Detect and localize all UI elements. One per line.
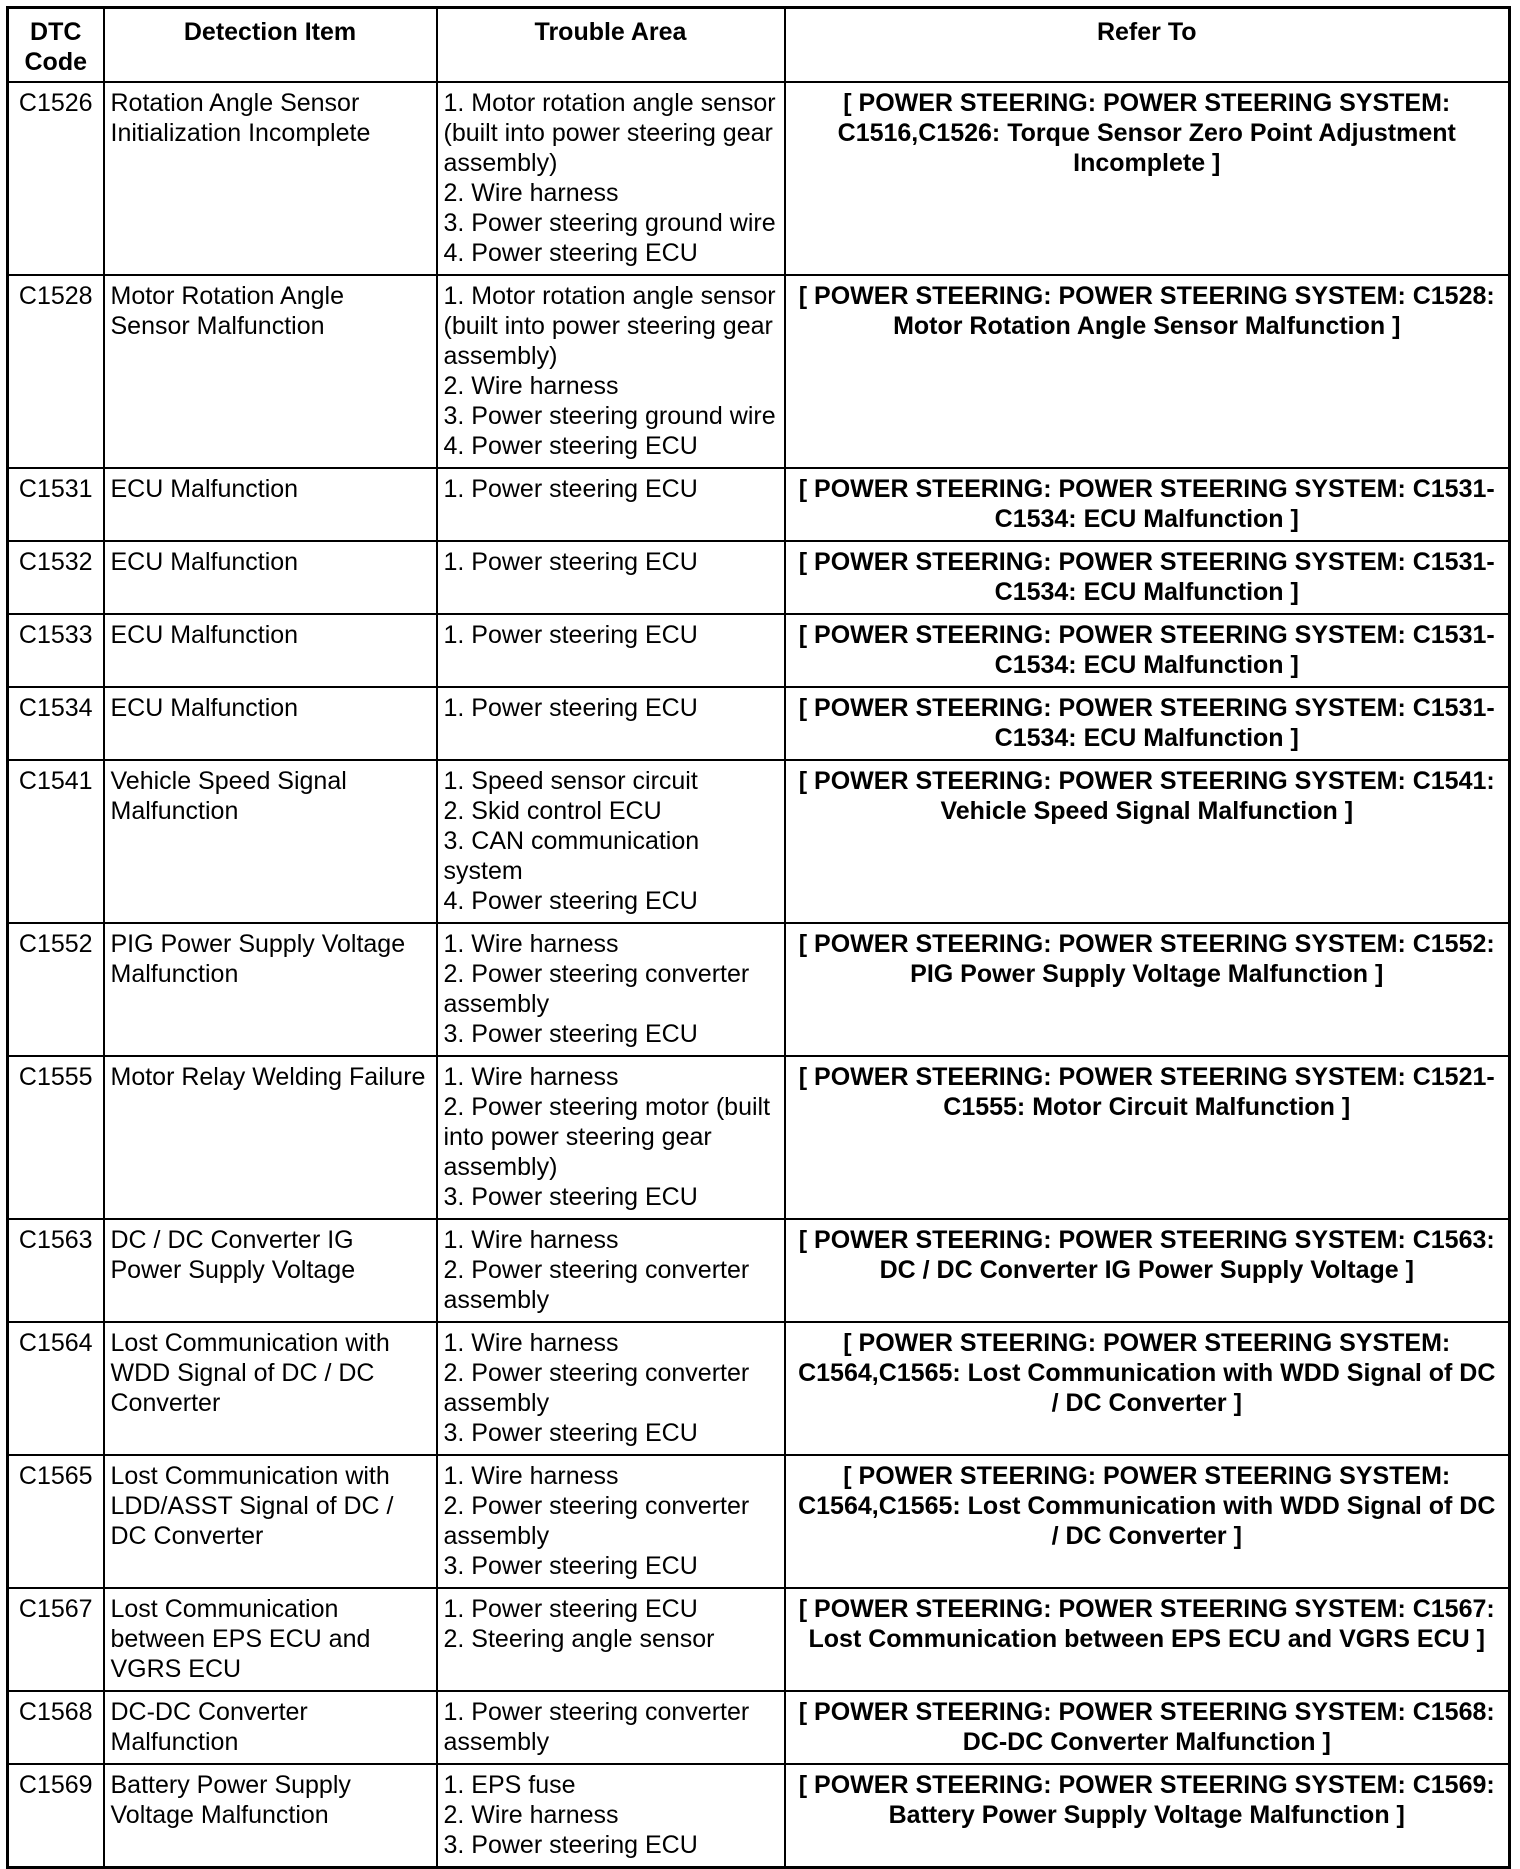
refer-to-link[interactable]: [ POWER STEERING: POWER STEERING SYSTEM: C1531-C1534: ECU Malfunction ] (785, 687, 1510, 760)
detection-item-cell: DC-DC Converter Malfunction (104, 1691, 437, 1764)
refer-to-link[interactable]: [ POWER STEERING: POWER STEERING SYSTEM: C1516,C1526: Torque Sensor Zero Point Adjustment Incomplete ] (785, 82, 1510, 275)
trouble-area-line: 4. Power steering ECU (443, 887, 698, 915)
trouble-area-line: 3. CAN communication system (443, 827, 700, 885)
detection-item-cell: ECU Malfunction (104, 614, 437, 687)
trouble-area-line: 2. Power steering converter assembly (443, 1359, 750, 1417)
trouble-area-line: 2. Power steering motor (built into power steering gear assembly) (443, 1093, 771, 1181)
trouble-area-cell (437, 468, 785, 541)
dtc-code-cell: C1569 (8, 1764, 104, 1867)
dtc-code-cell: C1541 (8, 760, 104, 923)
header-trouble-area: Trouble Area (437, 8, 785, 83)
trouble-area-line: 4. Power steering ECU (443, 239, 698, 267)
trouble-area-line: 1. Wire harness (443, 930, 619, 958)
trouble-area-line: 2. Power steering converter assembly (443, 960, 750, 1018)
trouble-area-line: 1. Power steering ECU (443, 1595, 698, 1623)
trouble-area-line: 3. Power steering ground wire (443, 209, 776, 237)
table-row (8, 1691, 1510, 1764)
trouble-area-cell (437, 760, 785, 923)
table-row (8, 923, 1510, 1056)
dtc-code-cell: C1552 (8, 923, 104, 1056)
trouble-area-line: 4. Power steering ECU (443, 432, 698, 460)
dtc-code-cell: C1564 (8, 1322, 104, 1455)
refer-to-link[interactable]: [ POWER STEERING: POWER STEERING SYSTEM: C1531-C1534: ECU Malfunction ] (785, 614, 1510, 687)
trouble-area-line: 2. Wire harness (443, 179, 619, 207)
trouble-area-line: 2. Wire harness (443, 372, 619, 400)
trouble-area-line: 1. Wire harness (443, 1329, 619, 1357)
trouble-area-line: 3. Power steering ECU (443, 1183, 698, 1211)
trouble-area-line: 3. Power steering ground wire (443, 402, 776, 430)
trouble-area-line: 1. Wire harness (443, 1226, 619, 1254)
trouble-area-line: 3. Power steering ECU (443, 1419, 698, 1447)
detection-item-cell: Battery Power Supply Voltage Malfunction (104, 1764, 437, 1867)
detection-item-cell: Vehicle Speed Signal Malfunction (104, 760, 437, 923)
trouble-area-line: 2. Steering angle sensor (443, 1625, 715, 1653)
refer-to-link[interactable]: [ POWER STEERING: POWER STEERING SYSTEM: C1564,C1565: Lost Communication with WDD Signal of DC / DC Converter ] (785, 1322, 1510, 1455)
detection-item-cell: Motor Rotation Angle Sensor Malfunction (104, 275, 437, 468)
detection-item-cell: Rotation Angle Sensor Initialization Incomplete (104, 82, 437, 275)
table-row (8, 1455, 1510, 1588)
refer-to-link[interactable]: [ POWER STEERING: POWER STEERING SYSTEM: C1567: Lost Communication between EPS ECU and VGRS ECU ] (785, 1588, 1510, 1691)
dtc-code-cell: C1567 (8, 1588, 104, 1691)
trouble-area-line: 2. Skid control ECU (443, 797, 662, 825)
refer-to-link[interactable]: [ POWER STEERING: POWER STEERING SYSTEM: C1569: Battery Power Supply Voltage Malfunction ] (785, 1764, 1510, 1867)
trouble-area-line: 2. Wire harness (443, 1801, 619, 1829)
detection-item-cell: Lost Communication with LDD/ASST Signal of DC / DC Converter (104, 1455, 437, 1588)
table-row (8, 1322, 1510, 1455)
detection-item-cell: Motor Relay Welding Failure (104, 1056, 437, 1219)
trouble-area-cell (437, 1764, 785, 1867)
detection-item-cell: PIG Power Supply Voltage Malfunction (104, 923, 437, 1056)
table-row (8, 1764, 1510, 1867)
trouble-area-cell (437, 275, 785, 468)
dtc-table (6, 6, 1511, 1869)
refer-to-link[interactable]: [ POWER STEERING: POWER STEERING SYSTEM: C1564,C1565: Lost Communication with WDD Signal of DC / DC Converter ] (785, 1455, 1510, 1588)
trouble-area-line: 1. Power steering converter assembly (443, 1698, 750, 1756)
trouble-area-line: 1. Motor rotation angle sensor (built into power steering gear assembly) (443, 89, 776, 177)
table-body (8, 82, 1510, 1867)
trouble-area-cell (437, 82, 785, 275)
dtc-code-cell: C1533 (8, 614, 104, 687)
dtc-code-cell: C1531 (8, 468, 104, 541)
trouble-area-cell (437, 1588, 785, 1691)
dtc-code-cell: C1555 (8, 1056, 104, 1219)
detection-item-cell: DC / DC Converter IG Power Supply Voltage (104, 1219, 437, 1322)
dtc-code-cell: C1534 (8, 687, 104, 760)
table-row (8, 275, 1510, 468)
detection-item-cell: Lost Communication with WDD Signal of DC / DC Converter (104, 1322, 437, 1455)
trouble-area-cell (437, 1219, 785, 1322)
header-dtc-code: DTC Code (8, 8, 104, 83)
table-row (8, 468, 1510, 541)
trouble-area-cell (437, 687, 785, 760)
table-row (8, 760, 1510, 923)
trouble-area-line: 1. Wire harness (443, 1063, 619, 1091)
refer-to-link[interactable]: [ POWER STEERING: POWER STEERING SYSTEM: C1563: DC / DC Converter IG Power Supply Voltage ] (785, 1219, 1510, 1322)
trouble-area-line: 2. Power steering converter assembly (443, 1492, 750, 1550)
refer-to-link[interactable]: [ POWER STEERING: POWER STEERING SYSTEM: C1528: Motor Rotation Angle Sensor Malfunction ] (785, 275, 1510, 468)
detection-item-cell: ECU Malfunction (104, 468, 437, 541)
dtc-code-cell: C1568 (8, 1691, 104, 1764)
trouble-area-line: 3. Power steering ECU (443, 1020, 698, 1048)
refer-to-link[interactable]: [ POWER STEERING: POWER STEERING SYSTEM: C1531-C1534: ECU Malfunction ] (785, 541, 1510, 614)
trouble-area-line: 3. Power steering ECU (443, 1831, 698, 1859)
table-row (8, 1056, 1510, 1219)
dtc-code-cell: C1528 (8, 275, 104, 468)
table-row (8, 687, 1510, 760)
dtc-code-cell: C1526 (8, 82, 104, 275)
detection-item-cell: ECU Malfunction (104, 541, 437, 614)
detection-item-cell: Lost Communication between EPS ECU and VGRS ECU (104, 1588, 437, 1691)
trouble-area-cell (437, 1455, 785, 1588)
dtc-code-cell: C1565 (8, 1455, 104, 1588)
refer-to-link[interactable]: [ POWER STEERING: POWER STEERING SYSTEM: C1531-C1534: ECU Malfunction ] (785, 468, 1510, 541)
header-row (8, 8, 1510, 83)
refer-to-link[interactable]: [ POWER STEERING: POWER STEERING SYSTEM: C1568: DC-DC Converter Malfunction ] (785, 1691, 1510, 1764)
trouble-area-cell (437, 541, 785, 614)
table-row (8, 82, 1510, 275)
detection-item-cell: ECU Malfunction (104, 687, 437, 760)
header-detection-item: Detection Item (104, 8, 437, 83)
trouble-area-line: 1. Power steering ECU (443, 475, 698, 503)
trouble-area-line: 1. Motor rotation angle sensor (built into power steering gear assembly) (443, 282, 776, 370)
refer-to-link[interactable]: [ POWER STEERING: POWER STEERING SYSTEM: C1552: PIG Power Supply Voltage Malfunction ] (785, 923, 1510, 1056)
header-refer-to: Refer To (785, 8, 1510, 83)
trouble-area-line: 3. Power steering ECU (443, 1552, 698, 1580)
trouble-area-line: 1. Speed sensor circuit (443, 767, 698, 795)
trouble-area-cell (437, 1322, 785, 1455)
trouble-area-line: 1. Wire harness (443, 1462, 619, 1490)
table-header (8, 8, 1510, 83)
refer-to-link[interactable]: [ POWER STEERING: POWER STEERING SYSTEM: C1521-C1555: Motor Circuit Malfunction ] (785, 1056, 1510, 1219)
table-row (8, 614, 1510, 687)
trouble-area-cell (437, 1056, 785, 1219)
trouble-area-line: 1. Power steering ECU (443, 548, 698, 576)
dtc-code-cell: C1563 (8, 1219, 104, 1322)
trouble-area-line: 1. Power steering ECU (443, 621, 698, 649)
trouble-area-cell (437, 1691, 785, 1764)
table-row (8, 541, 1510, 614)
table-row (8, 1588, 1510, 1691)
dtc-code-cell: C1532 (8, 541, 104, 614)
trouble-area-cell (437, 614, 785, 687)
table-row (8, 1219, 1510, 1322)
refer-to-link[interactable]: [ POWER STEERING: POWER STEERING SYSTEM: C1541: Vehicle Speed Signal Malfunction ] (785, 760, 1510, 923)
trouble-area-cell (437, 923, 785, 1056)
trouble-area-line: 1. Power steering ECU (443, 694, 698, 722)
trouble-area-line: 2. Power steering converter assembly (443, 1256, 750, 1314)
trouble-area-line: 1. EPS fuse (443, 1771, 576, 1799)
